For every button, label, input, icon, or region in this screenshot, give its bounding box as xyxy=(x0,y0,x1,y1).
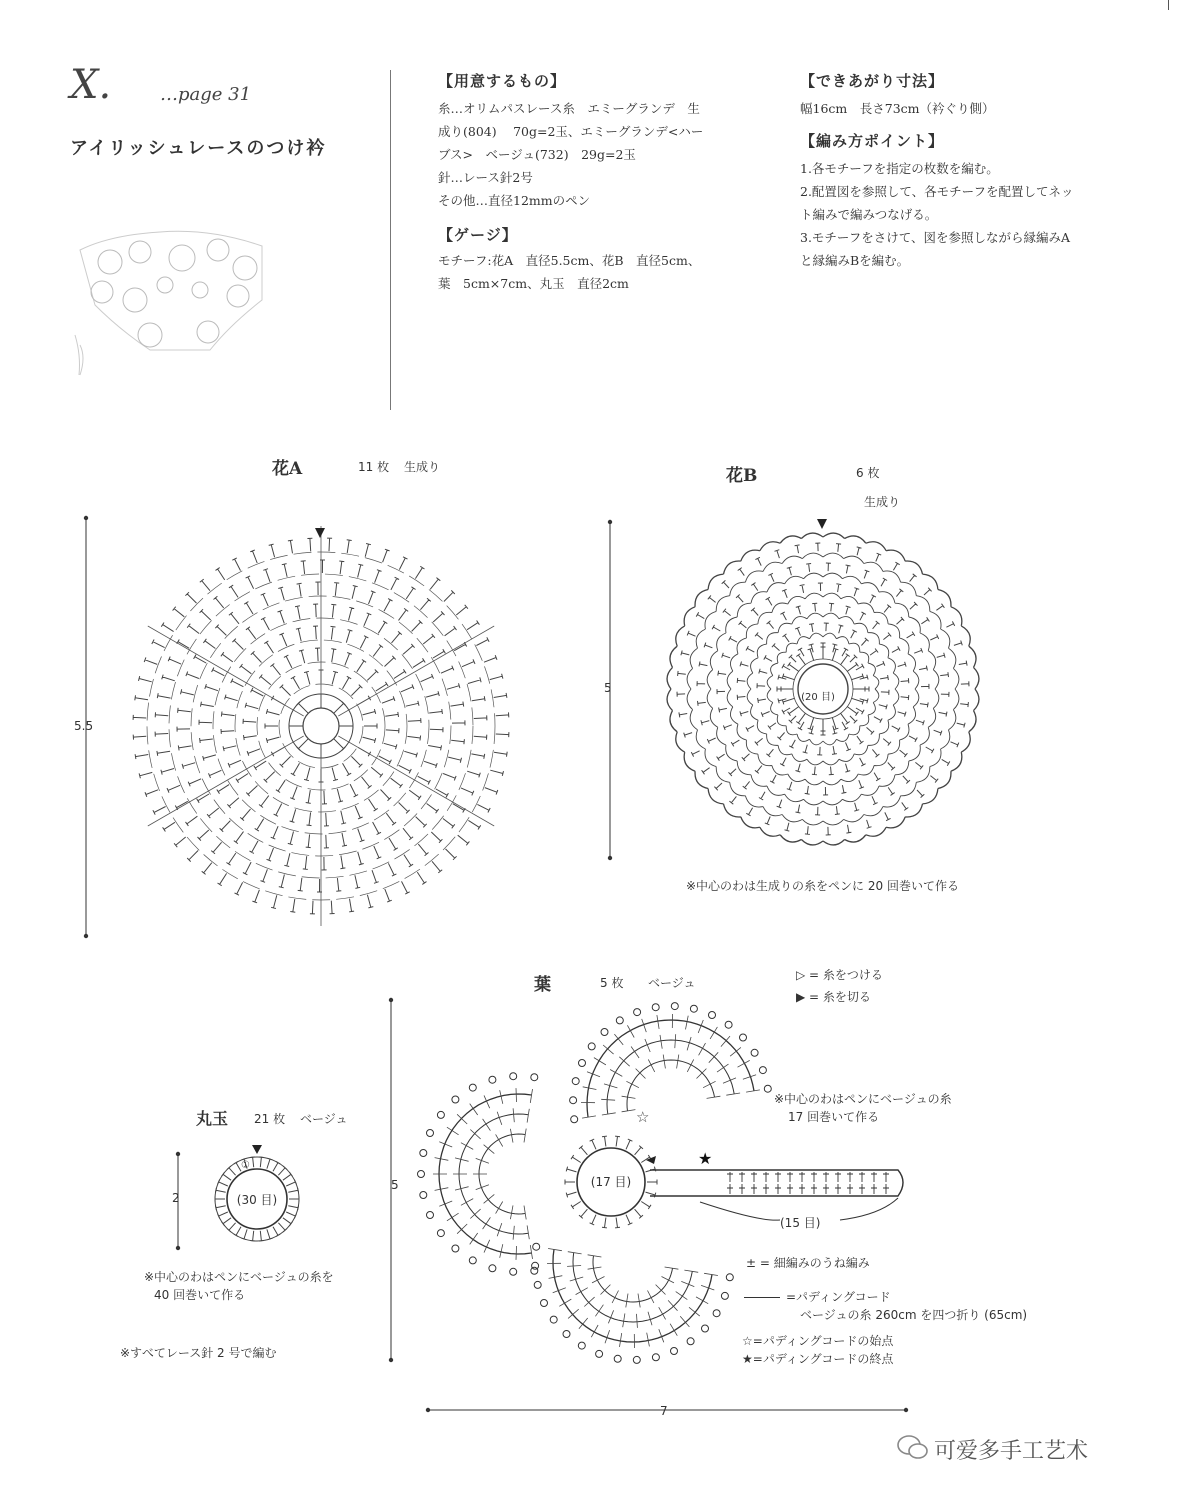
ball-center-ring xyxy=(227,1169,287,1229)
legend-attach: ▷ = 糸をつける xyxy=(796,968,883,982)
legend-cord-detail: ベージュの糸 260cm を四つ折り (65cm) xyxy=(800,1308,1028,1322)
leaf-width: 7 xyxy=(660,1404,668,1418)
materials-line: 針…レース針2号 xyxy=(438,170,533,185)
gauge-line: 葉 5cm×7cm、丸玉 直径2cm xyxy=(438,276,629,291)
legend-cord-start: ☆=パディングコードの始点 xyxy=(742,1334,894,1348)
materials-line: 成り(804) 70g=2玉、エミーグランデ<ハー xyxy=(438,124,704,139)
materials-line: 糸…オリムパスレース糸 エミーグランデ 生 xyxy=(438,101,700,116)
leaf-name: 葉 xyxy=(534,975,551,995)
flower-b-name: 花B xyxy=(726,466,758,486)
leaf-color: ベージュ xyxy=(648,976,696,990)
watermark xyxy=(896,1432,930,1466)
legend-cut: ▶ = 糸を切る xyxy=(796,990,871,1004)
page-reference: …page 31 xyxy=(160,84,252,105)
cord-start-star-icon: ☆ xyxy=(636,1108,650,1126)
flower-a-size: 5.5 xyxy=(74,719,94,733)
materials-heading: 【用意するもの】 xyxy=(438,72,567,90)
points-line: 3.モチーフをさけて、図を参照しながら縁編みA xyxy=(800,230,1071,245)
leaf-count: 5 枚 xyxy=(600,976,624,990)
points-heading: 【編み方ポイント】 xyxy=(800,132,945,150)
ball-note-line: 40 回巻いて作る xyxy=(154,1288,246,1302)
cut-thread-marker xyxy=(252,1145,262,1154)
ball-name: 丸玉 xyxy=(196,1109,229,1128)
finished-line: 幅16cm 長さ73cm（衿ぐり側） xyxy=(800,101,995,116)
points-line: ト編みで編みつなげる。 xyxy=(800,207,938,222)
leaf-note-line: ※中心のわはペンにベージュの糸 xyxy=(774,1092,952,1106)
leaf-note-line: 17 回巻いて作る xyxy=(788,1110,880,1124)
points-line: と縁編みBを編む。 xyxy=(800,253,910,268)
all-hook-note: ※すべてレース針 2 号で編む xyxy=(120,1346,277,1360)
legend-sc-back: ± = 細編みのうね編み xyxy=(746,1256,870,1270)
watermark-text: 可爱多手工艺术 xyxy=(934,1439,1089,1464)
ball-color: ベージュ xyxy=(300,1112,348,1126)
chat-bubble-icon xyxy=(896,1432,930,1462)
leaf-center: (17 目) xyxy=(590,1175,632,1189)
materials-line: その他…直径12mmのペン xyxy=(438,193,591,208)
flower-b-center: (20 目) xyxy=(801,692,835,703)
page-title: アイリッシュレースのつけ衿 xyxy=(70,138,327,159)
flower-b-note: ※中心のわは生成りの糸をペンに 20 回巻いて作る xyxy=(686,879,959,893)
ball-note-line: ※中心のわはペンにベージュの糸を xyxy=(144,1270,334,1284)
ball-dimension-end xyxy=(176,1246,180,1250)
ball-center: (30 目) xyxy=(236,1193,278,1207)
leaf-stem-count: (15 目) xyxy=(780,1216,821,1230)
cord-end-star-icon: ★ xyxy=(698,1149,713,1168)
flower-a-count: 11 枚 xyxy=(358,460,390,474)
finished-heading: 【できあがり寸法】 xyxy=(800,72,945,90)
legend-cord-end: ★=パディングコードの終点 xyxy=(742,1352,894,1366)
ball-round: ① xyxy=(241,1160,250,1171)
flower-a-name: 花A xyxy=(272,459,303,479)
leaf-height: 5 xyxy=(391,1178,399,1192)
gauge-line: モチーフ:花A 直径5.5cm、花B 直径5cm、 xyxy=(438,253,701,268)
flower-b-count: 6 枚 xyxy=(856,466,880,480)
gauge-heading: 【ゲージ】 xyxy=(438,226,518,244)
points-line: 1.各モチーフを指定の枚数を編む。 xyxy=(800,161,999,176)
flower-b-color: 生成り xyxy=(864,495,901,509)
flower-b-size: 5 xyxy=(604,681,612,695)
pattern-letter: X. xyxy=(70,62,112,108)
flower-a-color: 生成り xyxy=(404,460,441,474)
ball-size: 2 xyxy=(172,1191,180,1205)
points-line: 2.配置図を参照して、各モチーフを配置してネッ xyxy=(800,184,1074,199)
ball-count: 21 枚 xyxy=(254,1112,286,1126)
ball-dimension-end xyxy=(176,1152,180,1156)
legend-cord-label: =パディングコード xyxy=(786,1290,891,1304)
materials-line: ブス> ベージュ(732) 29g=2玉 xyxy=(438,147,636,162)
